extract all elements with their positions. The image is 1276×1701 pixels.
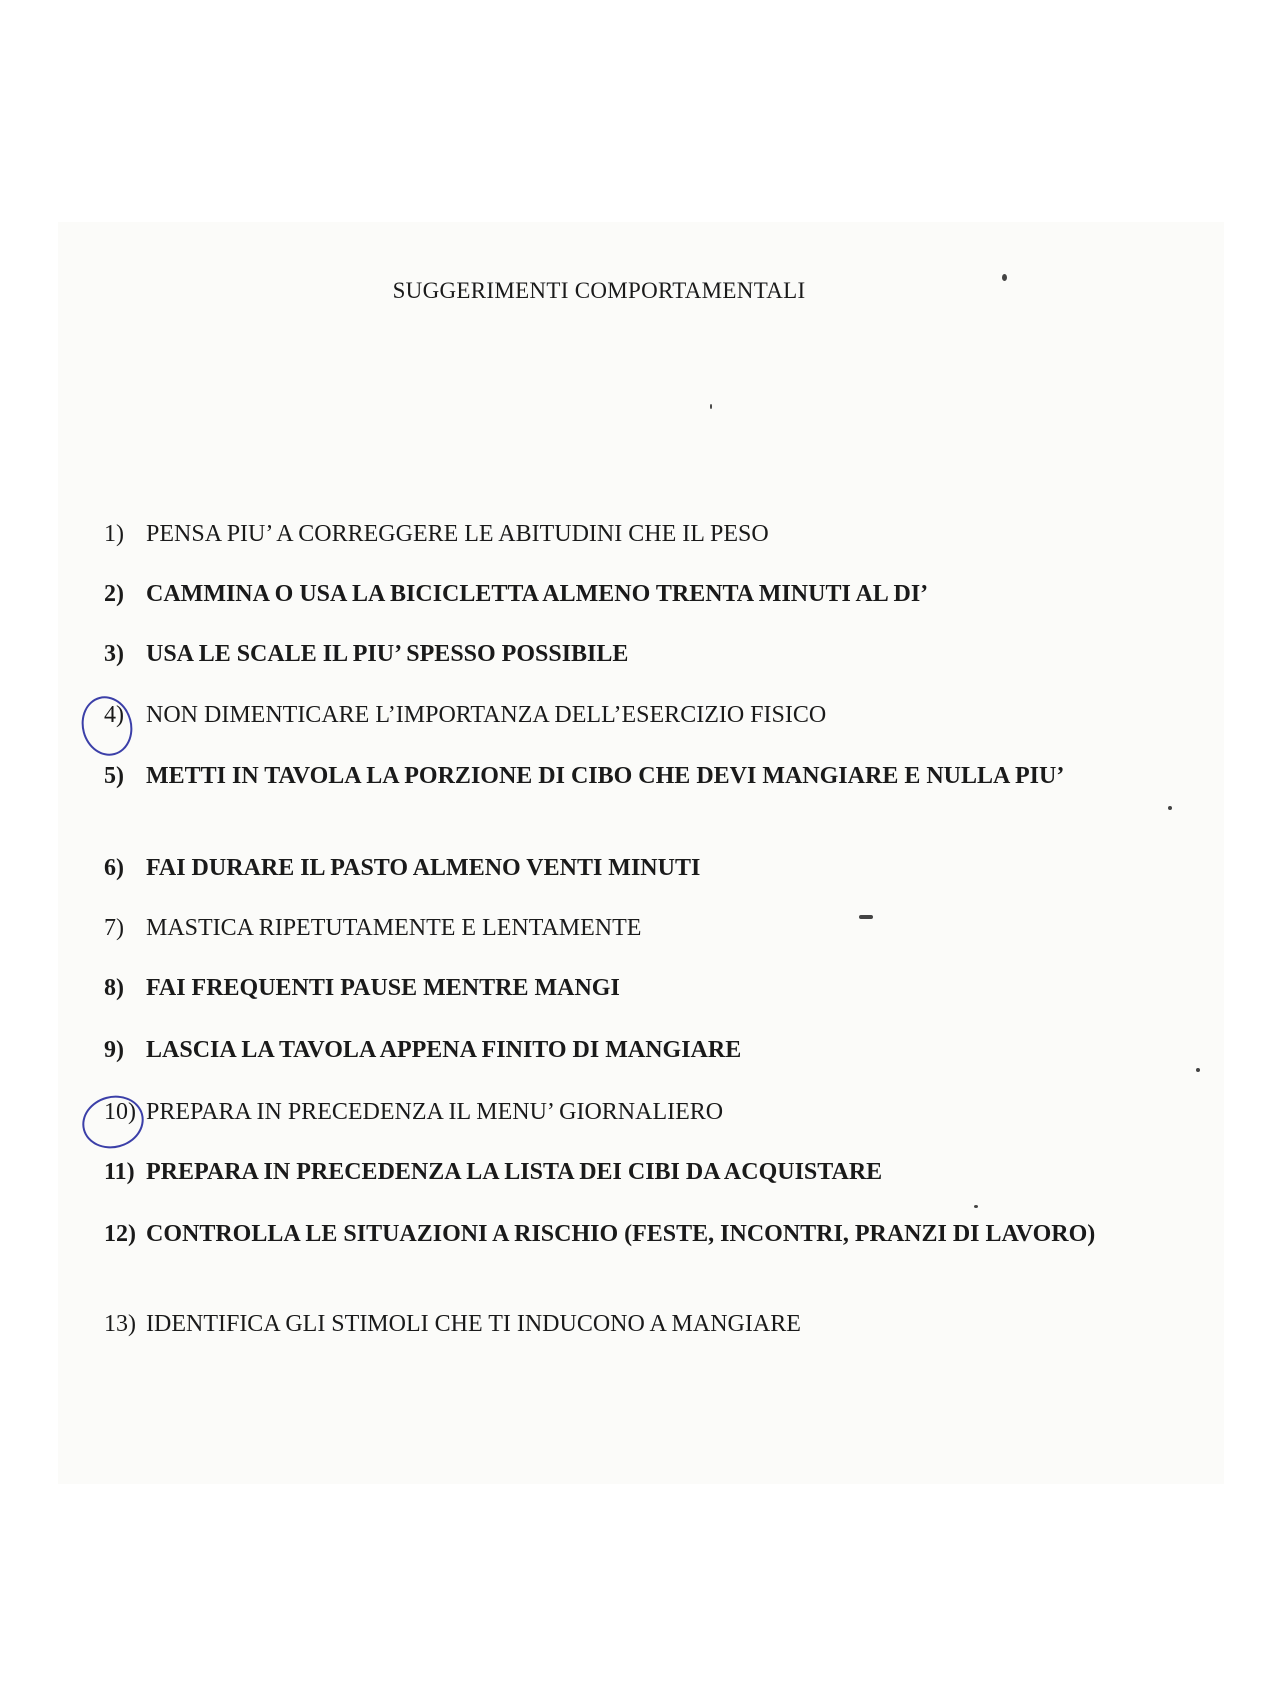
item-number: 6): [104, 855, 124, 881]
item-number: 10): [104, 1099, 136, 1125]
list-item: [104, 640, 1144, 668]
list-item: [104, 762, 1144, 790]
scan-speck: [974, 1205, 978, 1208]
list-item: [104, 854, 1144, 882]
item-number: 4): [104, 702, 124, 728]
list-item: [104, 701, 1144, 729]
list-item: [104, 1036, 1144, 1064]
item-number: 11): [104, 1159, 135, 1185]
list-item: [104, 1310, 1144, 1338]
item-number: 7): [104, 915, 124, 941]
item-text: NON DIMENTICARE L’IMPORTANZA DELL’ESERCIZIO FISICO: [146, 702, 827, 728]
item-text: PREPARA IN PRECEDENZA LA LISTA DEI CIBI DA ACQUISTARE: [146, 1159, 883, 1185]
item-text: MASTICA RIPETUTAMENTE E LENTAMENTE: [146, 915, 642, 941]
scan-speck: [1168, 806, 1172, 810]
scanned-page: [58, 222, 1224, 1484]
item-text: PENSA PIU’ A CORREGGERE LE ABITUDINI CHE IL PESO: [146, 521, 769, 547]
item-number: 5): [104, 763, 124, 789]
item-text: FAI DURARE IL PASTO ALMENO VENTI MINUTI: [146, 855, 701, 881]
item-text: LASCIA LA TAVOLA APPENA FINITO DI MANGIARE: [146, 1037, 742, 1063]
item-text: CAMMINA O USA LA BICICLETTA ALMENO TRENTA MINUTI AL DI’: [146, 581, 929, 607]
item-number: 9): [104, 1037, 124, 1063]
item-text: USA LE SCALE IL PIU’ SPESSO POSSIBILE: [146, 641, 629, 667]
list-item: [104, 974, 1144, 1002]
page-title: SUGGERIMENTI COMPORTAMENTALI: [392, 278, 806, 303]
item-number: 8): [104, 975, 124, 1001]
item-number: 1): [104, 521, 124, 547]
list-item: [104, 1098, 1144, 1126]
list-item: [104, 1158, 1144, 1186]
item-text: CONTROLLA LE SITUAZIONI A RISCHIO (FESTE, INCONTRI, PRANZI DI LAVORO): [146, 1221, 1096, 1247]
item-number: 2): [104, 581, 124, 607]
list-item: [104, 580, 1144, 608]
item-text: PREPARA IN PRECEDENZA IL MENU’ GIORNALIERO: [146, 1099, 724, 1125]
scan-speck: [1196, 1068, 1200, 1072]
scan-speck: [710, 404, 712, 409]
list-item: [104, 520, 1144, 548]
list-item: [104, 914, 1144, 942]
item-text: IDENTIFICA GLI STIMOLI CHE TI INDUCONO A MANGIARE: [146, 1311, 801, 1337]
scan-speck: [859, 915, 873, 919]
item-text: METTI IN TAVOLA LA PORZIONE DI CIBO CHE DEVI MANGIARE E NULLA PIU’: [146, 763, 1065, 789]
item-number: 12): [104, 1221, 136, 1247]
item-text: FAI FREQUENTI PAUSE MENTRE MANGI: [146, 975, 620, 1001]
list-item: [104, 1220, 1144, 1248]
scan-speck: [1002, 274, 1007, 281]
item-number: 13): [104, 1311, 136, 1337]
item-number: 3): [104, 641, 124, 667]
